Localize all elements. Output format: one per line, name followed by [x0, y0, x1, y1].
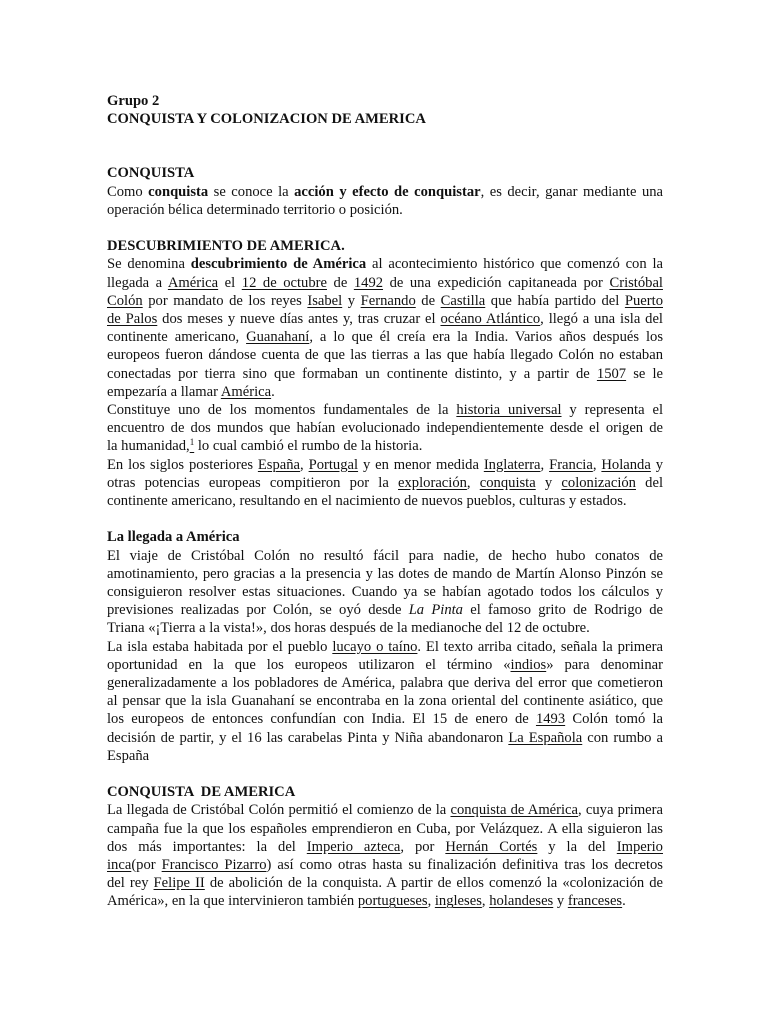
- link-cristobal-colon-cont[interactable]: Colón: [107, 292, 143, 309]
- link-inglaterra[interactable]: Inglaterra: [483, 456, 541, 473]
- link-conquista[interactable]: conquista: [479, 474, 536, 491]
- paragraph-line: Triana «¡Tierra a la vista!», dos horas después de la medianoche del 12 de octubre.: [107, 620, 590, 637]
- paragraph-line: previsiones realizadas por Colón, se oyó desde La Pinta el famoso grito de Rodrigo de: [107, 602, 663, 619]
- link-cristobal-colon[interactable]: Cristóbal: [609, 274, 663, 291]
- paragraph-line: Se denomina descubrimiento de América al acontecimiento histórico que comenzó con la: [107, 256, 663, 273]
- paragraph-line: otras potencias europeas compitieron por la exploración, conquista y colonización del: [107, 474, 664, 491]
- paragraph-line: campaña fue la que los españoles emprendieron en Cuba, por Velázquez. A ella siguieron las: [107, 820, 663, 837]
- link-francia[interactable]: Francia: [549, 456, 593, 473]
- link-indios[interactable]: indios: [510, 656, 547, 673]
- paragraph-line: amotinamiento, pero gracias a la presencia y las dotes de mando de Martín Alonso Pinzón se: [107, 565, 663, 582]
- paragraph-line: Como conquista se conoce la acción y efecto de conquistar, es decir, ganar mediante una: [107, 183, 664, 200]
- link-castilla[interactable]: Castilla: [440, 292, 486, 309]
- paragraph-line: de Palos dos meses y nueve días antes y, tras cruzar el océano Atlántico, llegó a una isla del: [107, 311, 663, 328]
- paragraph-line: El viaje de Cristóbal Colón no resultó fácil para nadie, de hecho hubo conatos de: [107, 547, 663, 564]
- paragraph-line: América», en la que intervinieron también portugueses, ingleses, holandeses y franceses.: [107, 893, 626, 910]
- link-holandeses[interactable]: holandeses: [489, 893, 554, 910]
- link-hernan-cortes[interactable]: Hernán Cortés: [445, 838, 538, 855]
- heading-descubrimiento: DESCUBRIMIENTO DE AMERICA.: [107, 238, 345, 255]
- paragraph-line: dos más importantes: la del Imperio azteca, por Hernán Cortés y la del Imperio: [107, 838, 663, 855]
- paragraph-line: continente americano, Guanahaní, a lo que él creía era la India. Varios años después los: [107, 329, 664, 346]
- paragraph-line: encuentro de dos mundos que habían evolucionado independientemente desde el origen de: [107, 420, 663, 437]
- paragraph-line: inca(por Francisco Pizarro) así como otras hasta su finalización definitiva tras los decretos: [107, 857, 663, 874]
- paragraph-line: generalizadamente a los pobladores de América, palabra que deriva del error que cometieron: [107, 675, 663, 692]
- heading-llegada: La llegada a América: [107, 529, 240, 546]
- paragraph-line: los europeos de entonces confundían con India. El 15 de enero de 1493 Colón tomó la: [107, 711, 663, 728]
- heading-conquista-america: CONQUISTA DE AMERICA: [107, 784, 296, 801]
- link-portugal[interactable]: Portugal: [308, 456, 359, 473]
- footnote-link[interactable]: 1: [189, 437, 195, 448]
- link-puerto-de-palos[interactable]: Puerto: [624, 292, 663, 309]
- paragraph-line: España: [107, 747, 150, 764]
- link-francisco-pizarro[interactable]: Francisco Pizarro: [161, 857, 267, 874]
- link-america[interactable]: América: [167, 274, 219, 291]
- document-title: CONQUISTA Y COLONIZACION DE AMERICA: [107, 111, 426, 128]
- link-franceses[interactable]: franceses: [567, 893, 623, 910]
- link-12-octubre[interactable]: 12 de octubre: [241, 274, 327, 291]
- link-holanda[interactable]: Holanda: [601, 456, 651, 473]
- link-espana[interactable]: España: [257, 456, 301, 473]
- paragraph-line: En los siglos posteriores España, Portugal y en menor medida Inglaterra, Francia, Holanda y: [107, 456, 664, 473]
- paragraph-line: europeos fueron dándose cuenta de que las tierras a las que había llegado Colón no estaban: [107, 347, 663, 364]
- document-body: [107, 92, 663, 911]
- link-portugueses[interactable]: portugueses: [357, 893, 428, 910]
- heading-conquista: CONQUISTA: [107, 165, 195, 182]
- paragraph-line: Constituye uno de los momentos fundamentales de la historia universal y representa el: [107, 402, 663, 419]
- link-imperio-azteca[interactable]: Imperio azteca: [306, 838, 401, 855]
- link-1493[interactable]: 1493: [535, 711, 566, 728]
- link-america-2[interactable]: América: [220, 383, 272, 400]
- paragraph-line: consiguieron resolver estas situaciones. Cuando ya se habían agotado todos los cálculos y: [107, 584, 663, 601]
- link-oceano-atlantico[interactable]: océano Atlántico: [440, 311, 541, 328]
- link-fernando[interactable]: Fernando: [360, 292, 416, 309]
- paragraph-line: Colón por mandato de los reyes Isabel y Fernando de Castilla que había partido del Puerto: [107, 292, 663, 309]
- paragraph-line: decisión de partir, y el 16 las carabelas Pinta y Niña abandonaron La Española con rumbo a: [107, 729, 663, 746]
- paragraph-line: al pensar que la isla Guanahaní se encontraba en la zona oriental del continente asiático, que: [107, 693, 663, 710]
- paragraph-line: llegada a América el 12 de octubre de 1492 de una expedición capitaneada por Cristóbal: [107, 274, 663, 291]
- paragraph-line: operación bélica determinado territorio o posición.: [107, 201, 403, 218]
- link-imperio-inca[interactable]: Imperio: [616, 838, 663, 855]
- link-imperio-inca-cont[interactable]: inca: [107, 857, 132, 874]
- link-lucayo-taino[interactable]: lucayo o taíno: [332, 638, 418, 655]
- link-puerto-de-palos-cont[interactable]: de Palos: [107, 311, 158, 328]
- link-1507[interactable]: 1507: [596, 365, 627, 382]
- link-conquista-de-america[interactable]: conquista de América: [450, 802, 579, 819]
- link-la-espanola[interactable]: La Española: [508, 729, 583, 746]
- paragraph-line: del rey Felipe II de abolición de la conquista. A partir de ellos comenzó la «colonización de: [107, 875, 663, 892]
- paragraph-line: conectadas por tierra sino que formaban un continente distinto, y a partir de 1507 se le: [107, 365, 663, 382]
- link-historia-universal[interactable]: historia universal: [456, 402, 562, 419]
- paragraph-line: oportunidad en la que los europeos utilizaron el término «indios» para denominar: [107, 656, 663, 673]
- link-ingleses[interactable]: ingleses: [434, 893, 482, 910]
- paragraph-line: la humanidad,$^1$ lo cual cambió el rumbo de la historia.: [107, 437, 423, 455]
- paragraph-line: La isla estaba habitada por el pueblo lucayo o taíno. El texto arriba citado, señala la primera: [107, 638, 663, 655]
- link-colonizacion[interactable]: colonización: [561, 474, 636, 491]
- link-exploracion[interactable]: exploración: [398, 474, 467, 491]
- paragraph-line: empezaría a llamar América.: [107, 383, 275, 400]
- link-guanahani[interactable]: Guanahaní: [246, 329, 310, 346]
- group-label: Grupo 2: [107, 93, 160, 109]
- link-felipe-ii[interactable]: Felipe II: [153, 875, 205, 892]
- link-isabel[interactable]: Isabel: [307, 292, 343, 309]
- paragraph-line: La llegada de Cristóbal Colón permitió el comienzo de la conquista de América, cuya primera: [107, 802, 664, 819]
- paragraph-line: continente americano, resultando en el nacimiento de nuevos pueblos, culturas y estados.: [107, 493, 627, 510]
- link-1492[interactable]: 1492: [353, 274, 384, 291]
